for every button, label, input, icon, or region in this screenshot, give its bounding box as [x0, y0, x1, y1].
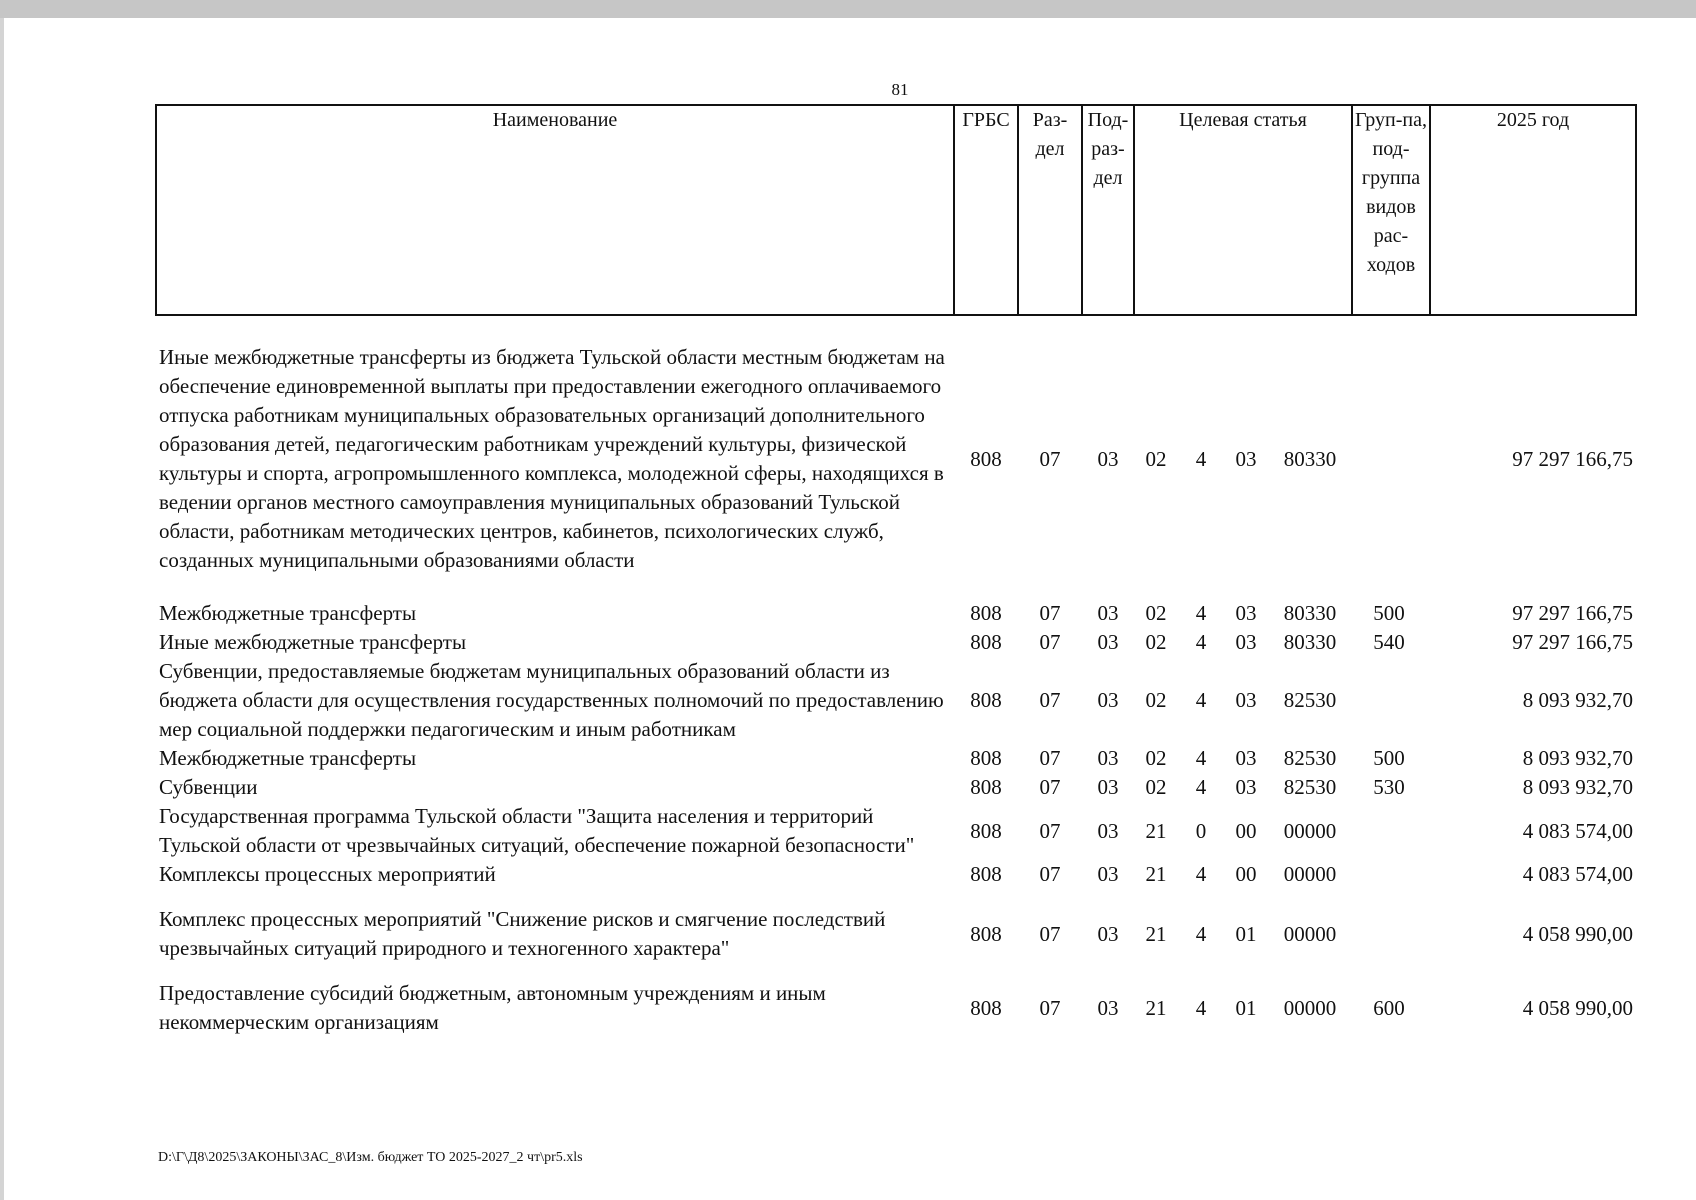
table-row — [155, 979, 1635, 1037]
cell-c4: 80330 — [1283, 630, 1337, 654]
cell-vr: 500 — [1373, 746, 1405, 770]
table-row — [155, 905, 1635, 963]
cell-vr — [1351, 802, 1427, 860]
cell-pr: 03 — [1097, 446, 1119, 471]
table-row — [155, 802, 1635, 860]
cell-c2: 4 — [1195, 862, 1207, 886]
cell-amount: 4 083 574,00 — [1522, 818, 1633, 843]
cell-c2: 4 — [1195, 775, 1207, 799]
cell-rz: 07 — [1039, 775, 1061, 799]
header-subsection: Под-раз-дел — [1082, 105, 1134, 315]
scanner-top-edge — [0, 0, 1696, 18]
cell-pr: 03 — [1097, 601, 1119, 625]
cell-c4: 80330 — [1283, 446, 1337, 471]
cell-name: Межбюджетные трансферты — [159, 601, 417, 625]
cell-grbs: 808 — [970, 630, 1002, 654]
cell-name: Предоставление субсидий бюджетным, автономным учреждениям и иным некоммерческим организациям — [159, 981, 826, 1034]
cell-amount: 97 297 166,75 — [1512, 601, 1633, 625]
cell-c1: 02 — [1145, 601, 1167, 625]
cell-amount: 97 297 166,75 — [1512, 446, 1633, 471]
cell-pr: 03 — [1097, 921, 1119, 946]
cell-c2: 4 — [1195, 746, 1207, 770]
cell-amount: 8 093 932,70 — [1522, 746, 1633, 770]
cell-rz: 07 — [1039, 630, 1061, 654]
cell-amount: 4 058 990,00 — [1522, 921, 1633, 946]
cell-c4: 00000 — [1283, 995, 1337, 1020]
cell-c2: 4 — [1195, 630, 1207, 654]
file-path-footer: D:\Г\Д8\2025\ЗАКОНЫ\ЗАС_8\Изм. бюджет ТО 2025-2027_2 чт\pr5.xls — [158, 1150, 583, 1165]
cell-name: Межбюджетные трансферты — [159, 746, 417, 770]
cell-name: Государственная программа Тульской области "Защита населения и территорий Тульской области от чрезвычайных ситуаций, обеспечение пожарной безопасности" — [159, 804, 915, 857]
cell-c4: 82530 — [1283, 775, 1337, 799]
cell-vr — [1351, 343, 1427, 575]
header-section: Раз-дел — [1018, 105, 1082, 315]
cell-grbs: 808 — [970, 921, 1002, 946]
cell-c3: 01 — [1235, 995, 1257, 1020]
header-year: 2025 год — [1430, 105, 1636, 315]
cell-vr — [1351, 657, 1427, 744]
cell-c3: 03 — [1235, 446, 1257, 471]
cell-c3: 00 — [1235, 818, 1257, 843]
cell-pr: 03 — [1097, 746, 1119, 770]
cell-amount: 8 093 932,70 — [1522, 688, 1633, 712]
cell-c4: 80330 — [1283, 601, 1337, 625]
cell-c3: 03 — [1235, 688, 1257, 712]
cell-c1: 02 — [1145, 630, 1167, 654]
cell-c3: 03 — [1235, 746, 1257, 770]
cell-c1: 21 — [1145, 818, 1167, 843]
cell-c1: 02 — [1145, 746, 1167, 770]
cell-c3: 00 — [1235, 862, 1257, 886]
cell-rz: 07 — [1039, 818, 1061, 843]
cell-pr: 03 — [1097, 775, 1119, 799]
cell-grbs: 808 — [970, 601, 1002, 625]
scanner-left-edge — [0, 18, 4, 1200]
cell-grbs: 808 — [970, 746, 1002, 770]
cell-c1: 21 — [1145, 862, 1167, 886]
table-row — [155, 860, 1635, 889]
cell-rz: 07 — [1039, 601, 1061, 625]
cell-c3: 03 — [1235, 601, 1257, 625]
cell-c1: 02 — [1145, 775, 1167, 799]
cell-c4: 82530 — [1283, 688, 1337, 712]
header-target: Целевая статья — [1134, 105, 1352, 315]
cell-c2: 4 — [1195, 995, 1207, 1020]
cell-c2: 4 — [1195, 688, 1207, 712]
header-grbs: ГРБС — [954, 105, 1018, 315]
table-row — [155, 343, 1635, 575]
cell-c4: 00000 — [1283, 818, 1337, 843]
cell-name: Субвенции, предоставляемые бюджетам муниципальных образований области из бюджета области для осуществления государственных полномочий по предоставлению мер социальной поддержки педагогическим и иным работникам — [159, 659, 944, 741]
cell-c3: 03 — [1235, 775, 1257, 799]
cell-c2: 4 — [1195, 601, 1207, 625]
cell-amount: 97 297 166,75 — [1512, 630, 1633, 654]
cell-pr: 03 — [1097, 688, 1119, 712]
cell-amount: 8 093 932,70 — [1522, 775, 1633, 799]
cell-amount: 4 083 574,00 — [1522, 862, 1633, 886]
table-row — [155, 744, 1635, 773]
cell-c1: 02 — [1145, 688, 1167, 712]
cell-c1: 02 — [1145, 446, 1167, 471]
cell-grbs: 808 — [970, 688, 1002, 712]
cell-c1: 21 — [1145, 921, 1167, 946]
cell-c3: 03 — [1235, 630, 1257, 654]
cell-rz: 07 — [1039, 921, 1061, 946]
cell-pr: 03 — [1097, 630, 1119, 654]
table-row — [155, 628, 1635, 657]
cell-name: Субвенции — [159, 775, 258, 799]
cell-vr: 540 — [1373, 630, 1405, 654]
cell-grbs: 808 — [970, 995, 1002, 1020]
budget-rows — [155, 343, 1635, 1037]
cell-vr — [1351, 860, 1427, 889]
cell-name: Комплекс процессных мероприятий "Снижение рисков и смягчение последствий чрезвычайных ситуаций природного и техногенного характера" — [159, 907, 886, 960]
cell-pr: 03 — [1097, 862, 1119, 886]
cell-vr: 600 — [1373, 995, 1405, 1020]
cell-name: Иные межбюджетные трансферты из бюджета Тульской области местным бюджетам на обеспечение единовременной выплаты при предоставлении ежегодного оплачиваемого отпуска работникам муниципальных образовательных организаций дополнительного образования детей, педагогическим работникам учреждений культуры, физической культуры и спорта, агропромышленного комплекса, молодежной сферы, находящихся в ведении органов местного самоуправления муниципальных образований Тульской области, работникам методических центров, кабинетов, психологических служб, созданных муниципальными образованиями области — [159, 345, 945, 572]
cell-grbs: 808 — [970, 775, 1002, 799]
table-row — [155, 773, 1635, 802]
header-group: Груп-па, под-группа видов рас-ходов — [1352, 105, 1430, 315]
cell-grbs: 808 — [970, 818, 1002, 843]
cell-rz: 07 — [1039, 446, 1061, 471]
cell-c3: 01 — [1235, 921, 1257, 946]
budget-table — [155, 343, 1635, 1037]
cell-vr: 500 — [1373, 601, 1405, 625]
page-number: 81 — [891, 80, 909, 99]
table-header — [155, 104, 1637, 316]
cell-c2: 4 — [1195, 446, 1207, 471]
cell-name: Комплексы процессных мероприятий — [159, 862, 496, 886]
cell-vr — [1351, 905, 1427, 963]
cell-grbs: 808 — [970, 862, 1002, 886]
cell-c2: 0 — [1195, 818, 1207, 843]
cell-rz: 07 — [1039, 688, 1061, 712]
cell-rz: 07 — [1039, 995, 1061, 1020]
cell-pr: 03 — [1097, 995, 1119, 1020]
cell-grbs: 808 — [970, 446, 1002, 471]
header-name: Наименование — [156, 105, 954, 315]
cell-name: Иные межбюджетные трансферты — [159, 630, 467, 654]
cell-c2: 4 — [1195, 921, 1207, 946]
cell-c1: 21 — [1145, 995, 1167, 1020]
cell-amount: 4 058 990,00 — [1522, 995, 1633, 1020]
cell-c4: 00000 — [1283, 921, 1337, 946]
table-row — [155, 657, 1635, 744]
cell-c4: 00000 — [1283, 862, 1337, 886]
cell-rz: 07 — [1039, 746, 1061, 770]
cell-vr: 530 — [1373, 775, 1405, 799]
table-row — [155, 599, 1635, 628]
cell-pr: 03 — [1097, 818, 1119, 843]
cell-c4: 82530 — [1283, 746, 1337, 770]
cell-rz: 07 — [1039, 862, 1061, 886]
